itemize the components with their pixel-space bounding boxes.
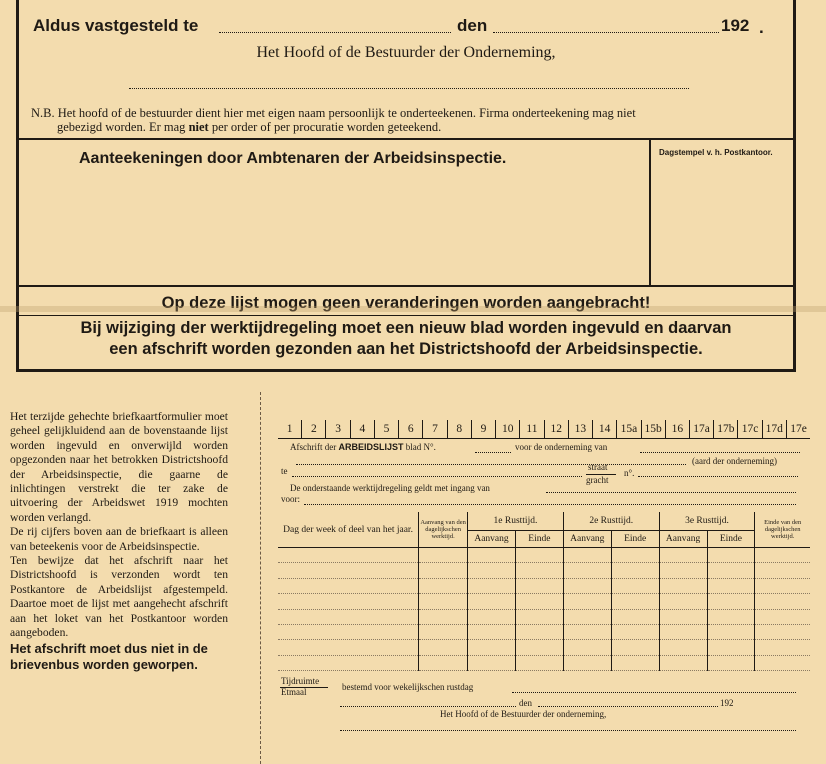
sheet-label: blad N°. [405,442,436,452]
table-cell[interactable] [563,624,611,639]
table-cell[interactable] [419,594,468,609]
card-signature-field[interactable] [340,730,796,731]
table-cell[interactable] [419,578,468,593]
number-cell: 9 [472,420,496,438]
table-row [278,578,810,593]
rest3-end: Einde [707,531,755,548]
number-cell: 5 [375,420,399,438]
table-cell[interactable] [468,640,516,655]
nb-line2-pre: gebezigd worden. Er mag [57,120,186,134]
number-cell: 14 [593,420,617,438]
table-row [278,609,810,624]
table-cell[interactable] [707,655,755,670]
table-cell[interactable] [755,609,810,624]
table-cell[interactable] [468,563,516,578]
table-cell[interactable] [611,624,659,639]
year-label: 192 [721,16,750,35]
table-cell[interactable] [659,594,707,609]
perforation-line [260,392,261,764]
table-cell[interactable] [515,594,563,609]
nb-line2 [31,120,791,134]
street-label: straat [588,462,608,472]
address-number-field[interactable] [638,476,798,477]
table-cell[interactable] [707,578,755,593]
rest2-start: Aanvang [563,531,611,548]
table-cell[interactable] [468,655,516,670]
number-cell: 7 [423,420,447,438]
signatory-label: Het Hoofd of de Bestuurder der Onderneming, [256,44,556,61]
col-start-header [419,512,468,548]
number-cell: 2 [302,420,326,438]
rest1-end: Einde [515,531,563,548]
year-suffix: . [759,18,764,37]
number-label: n°. [624,468,635,478]
nature-label: (aard der onderneming) [692,456,777,466]
table-cell[interactable] [611,563,659,578]
table-cell[interactable] [515,640,563,655]
table-cell[interactable] [515,563,563,578]
town-field[interactable] [292,476,582,477]
change-line1: Bij wijziging der werktijdregeling moet een nieuw blad worden ingevuld en daarvan [80,319,732,337]
nb-line1: N.B. Het hoofd of de bestuurder dient hier met eigen naam persoonlijk te onderteekenen. Firma onderteekening mag niet [31,106,636,120]
table-cell[interactable] [278,624,419,639]
established-label: Aldus vastgesteld te [33,16,199,35]
for-label: voor: [281,494,300,504]
table-cell[interactable] [563,655,611,670]
col-day-text: Dag der week of deel van het jaar. [283,524,413,535]
card-date-field[interactable] [538,706,718,707]
table-cell[interactable] [659,563,707,578]
canal-label: gracht [586,475,609,485]
rest1-start: Aanvang [468,531,516,548]
sheet-field[interactable] [475,452,511,453]
notes-heading: Aanteekeningen door Ambtenaren der Arbeidsinspectie. [79,150,507,167]
table-cell[interactable] [278,640,419,655]
schedule-label: De onderstaande werktijdregeling geldt met ingang van [290,483,490,493]
table-cell[interactable] [468,594,516,609]
table-cell[interactable] [707,609,755,624]
col-end-header [755,512,810,548]
number-cell: 8 [448,420,472,438]
stamp-label: Dagstempel v. h. Postkantoor. [659,148,773,157]
number-cell: 3 [326,420,350,438]
table-cell[interactable] [468,548,516,563]
col-day-header [278,512,419,548]
table-cell[interactable] [659,609,707,624]
rest-day-field[interactable] [512,692,796,693]
number-cell: 15b [642,420,666,438]
number-cell: 17b [714,420,738,438]
table-cell[interactable] [707,548,755,563]
table-cell[interactable] [611,609,659,624]
number-cell: 10 [496,420,520,438]
number-cell: 16 [666,420,690,438]
upper-form [16,0,796,372]
number-cell: 15a [617,420,641,438]
table-cell[interactable] [755,563,810,578]
table-row [278,640,810,655]
table-cell[interactable] [515,578,563,593]
table-cell[interactable] [419,655,468,670]
rest3-start: Aanvang [659,531,707,548]
table-cell[interactable] [611,640,659,655]
number-cell: 17c [738,420,762,438]
table-cell[interactable] [755,624,810,639]
for-field[interactable] [304,504,796,505]
table-cell[interactable] [755,548,810,563]
table-cell[interactable] [278,578,419,593]
table-cell[interactable] [278,609,419,624]
instructions-p1: Het terzijde gehechte briefkaartformulier moet geheel gelijkluidend aan de bovenstaande lijst worden ingevuld en onverwijld worden opgezonden naar het betrokken Districtshoofd der Arbeidsinspectie, die gaarne de inlichtingen verstrekt die ter zake de uitvoering der Arbeidswet 1919 mochten worden verlangd. [10,410,228,524]
copy-line [290,442,436,452]
table-cell[interactable] [563,640,611,655]
col-rest2-header: 2e Rusttijd. [563,512,659,531]
table-cell[interactable] [515,655,563,670]
table-cell[interactable] [659,655,707,670]
copy-label: Afschrift der [290,442,337,452]
table-cell[interactable] [278,548,419,563]
table-row [278,548,810,563]
table-cell[interactable] [468,624,516,639]
change-notice [19,318,793,360]
date-label: den [457,16,488,35]
rest-day-label: bestemd voor wekelijkschen rustdag [342,682,474,692]
table-cell[interactable] [707,594,755,609]
table-cell[interactable] [611,655,659,670]
col-end-text: Einde van den dagelijkschen werktijd. [764,519,802,540]
number-cell: 11 [520,420,544,438]
signature-field[interactable] [129,88,689,89]
table-row [278,655,810,670]
table-cell[interactable] [419,624,468,639]
table-cell[interactable] [755,640,810,655]
table-cell[interactable] [563,578,611,593]
table-row [278,624,810,639]
table-cell[interactable] [419,563,468,578]
table-cell[interactable] [707,563,755,578]
table-cell[interactable] [563,548,611,563]
period-label2: Etmaal [281,687,307,697]
instructions-p3: Ten bewijze dat het afschrift naar het Districtshoofd is verzonden wordt ten Postkantore de Arbeidslijst afgestempeld. Daartoe moet de lijst met aangehecht afschrift aan het loket van het Postkantoor worden aangeboden. [10,554,228,640]
nb-line2-post: per order of per procuratie worden geteekend. [211,120,442,134]
number-cell: 17a [690,420,714,438]
place-field[interactable] [219,32,451,33]
table-cell[interactable] [468,609,516,624]
number-cell: 17d [763,420,787,438]
table-cell[interactable] [755,578,810,593]
table-cell[interactable] [563,594,611,609]
table-cell[interactable] [515,609,563,624]
number-cell: 12 [545,420,569,438]
copy-bold: ARBEIDSLIJST [338,442,404,452]
table-cell[interactable] [659,578,707,593]
table-cell[interactable] [707,624,755,639]
divider [19,315,793,316]
date-field[interactable] [493,32,719,33]
table-cell[interactable] [419,548,468,563]
table-cell[interactable] [659,548,707,563]
nb-line2-bold: niet [188,120,209,134]
table-cell[interactable] [563,609,611,624]
table-cell[interactable] [755,655,810,670]
card-date-label: den [519,698,532,708]
table-cell[interactable] [278,563,419,578]
number-cell: 1 [278,420,302,438]
enterprise-nature-field[interactable] [296,464,686,465]
col-rest3-header: 3e Rusttijd. [659,512,755,531]
table-cell[interactable] [707,640,755,655]
number-cell: 6 [399,420,423,438]
card-place-field[interactable] [340,706,516,707]
table-cell[interactable] [278,594,419,609]
instructions-p2: De rij cijfers boven aan de briefkaart is alleen van beteekenis voor de Arbeidsinspectie. [10,525,228,553]
warning-text: Op deze lijst mogen geen veranderingen worden aangebracht! [161,294,651,312]
enterprise-label: voor de onderneming van [515,442,608,452]
number-cell: 4 [351,420,375,438]
table-cell[interactable] [659,640,707,655]
col-rest1-header: 1e Rusttijd. [468,512,564,531]
te-label: te [281,466,288,476]
col-start-text: Aanvang van den dagelijkschen werktijd. [420,519,466,540]
table-row [278,563,810,578]
table-cell[interactable] [278,655,419,670]
period-divider [280,687,328,688]
table-cell[interactable] [419,640,468,655]
table-cell[interactable] [419,609,468,624]
table-cell[interactable] [611,594,659,609]
instructions [10,410,228,673]
instructions-bold: Het afschrift moet dus niet in de brievenbus worden geworpen. [10,640,208,672]
table-row [278,594,810,609]
table-cell[interactable] [659,624,707,639]
table-cell[interactable] [515,624,563,639]
table-cell[interactable] [611,578,659,593]
period-label1: Tijdruimte [281,676,320,686]
schedule-start-field[interactable] [546,492,796,493]
nb-note [31,106,791,134]
divider [19,285,793,287]
table-cell[interactable] [515,548,563,563]
table-cell[interactable] [755,594,810,609]
table-cell[interactable] [468,578,516,593]
number-cell: 17e [790,423,807,435]
table-cell[interactable] [563,563,611,578]
enterprise-field[interactable] [640,452,800,453]
divider [19,138,793,140]
paper-fold [0,306,826,312]
number-row [278,420,810,439]
stamp-divider [649,139,651,285]
table-cell[interactable] [611,548,659,563]
change-line2: een afschrift worden gezonden aan het Districtshoofd der Arbeidsinspectie. [109,340,703,358]
number-cell: 13 [569,420,593,438]
rest2-end: Einde [611,531,659,548]
card-signatory: Het Hoofd of de Bestuurder der onderneming, [440,709,607,719]
schedule-table [278,512,810,671]
card-year: 192 [720,698,734,708]
